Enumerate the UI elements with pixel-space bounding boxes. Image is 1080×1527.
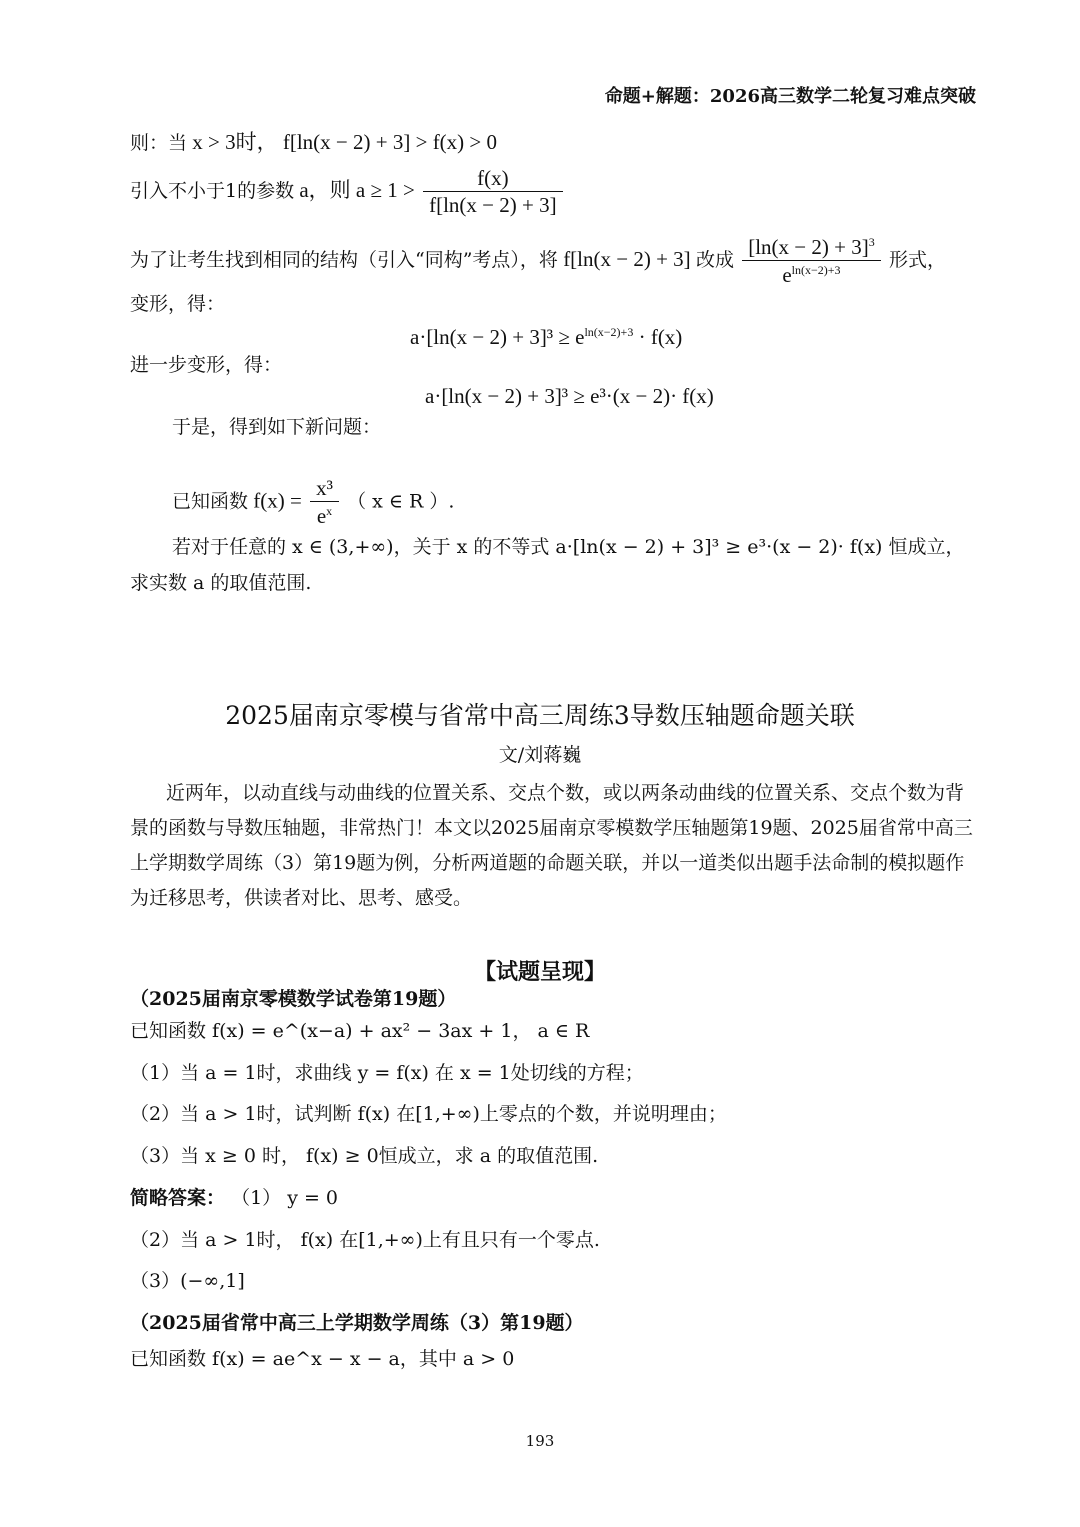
- line-structure: [130, 236, 946, 286]
- line-function: [172, 478, 454, 527]
- problem2-statement: 已知函数 f(x) = ae^x − x − a，其中 a > 0: [130, 1348, 515, 1370]
- exponent: x: [326, 504, 333, 518]
- problem1-question2: （2）当 a > 1时，试判断 f(x) 在[1,+∞)上零点的个数，并说明理由；: [130, 1103, 727, 1125]
- answer-line2: （2）当 a > 1时， f(x) 在[1,+∞)上有且只有一个零点.: [130, 1229, 600, 1251]
- fraction: [742, 236, 881, 286]
- line-parameter: [130, 168, 566, 216]
- fraction-numerator: f(x): [423, 168, 563, 192]
- line-transform: 变形，得：: [130, 293, 226, 315]
- exponent: ln(x−2)+3: [584, 325, 634, 339]
- equation-1: [410, 326, 682, 348]
- article-title: 2025届南京零模与省常中高三周练3导数压轴题命题关联: [225, 701, 855, 730]
- line-text: 已知函数: [172, 490, 249, 513]
- answer-label: 简略答案：: [130, 1187, 226, 1209]
- fraction-denominator: [742, 261, 881, 286]
- line-prefix: 则：当: [130, 132, 188, 154]
- answer-line1: [130, 1189, 338, 1208]
- problem1-question1: （1）当 a = 1时，求曲线 y = f(x) 在 x = 1处切线的方程；: [130, 1062, 644, 1084]
- line-text: 为了让考生找到相同的结构（引入“同构”考点），将: [130, 248, 558, 271]
- line-condition: [130, 132, 497, 153]
- problem1-question3: （3）当 x ≥ 0 时， f(x) ≥ 0恒成立，求 a 的取值范围.: [130, 1145, 599, 1167]
- exponent: 3: [868, 235, 875, 249]
- line-text: 改成: [695, 248, 734, 271]
- fraction: [310, 478, 339, 527]
- running-header: 命题+解题：2026高三数学二轮复习难点突破: [604, 86, 976, 107]
- denominator-base: e: [782, 263, 792, 287]
- intro-paragraph: 近两年，以动直线与动曲线的位置关系、交点个数，或以两条动曲线的位置关系、交点个数为背景的函数与导数压轴题，非常热门！本文以2025届南京零模数学压轴题第19题、2025届省常中高三上学期数学周练（3）第19题为例，分析两道题的命题关联，并以一道类似出题手法命制的模拟题作为迁移思考，供读者对比、思考、感受。: [130, 782, 973, 909]
- fraction-numerator: x³: [310, 478, 339, 502]
- article-author: 文/刘蒋巍: [498, 744, 582, 766]
- numerator-text: [ln(x − 2) + 3]: [748, 235, 869, 259]
- line-find-a: 求实数 a 的取值范围.: [130, 572, 312, 594]
- inline-math: f[ln(x − 2) + 3]: [563, 246, 691, 271]
- fraction: [423, 168, 563, 216]
- line-new-problem: 于是，得到如下新问题：: [172, 416, 382, 438]
- equation-2: a·[ln(x − 2) + 3]³ ≥ e³·(x − 2)· f(x): [425, 384, 714, 408]
- problem1-statement: 已知函数 f(x) = e^(x−a) + ax² − 3ax + 1， a ∈ R: [130, 1020, 590, 1042]
- equation-tail: · f(x): [638, 325, 683, 349]
- section-heading: 【试题呈现】: [473, 959, 606, 985]
- equation-body: a·[ln(x − 2) + 3]³ ≥ e: [410, 325, 585, 349]
- line-condition-any: 若对于任意的 x ∈ (3,+∞)，关于 x 的不等式 a·[ln(x − 2) + 3]³ ≥ e³·(x − 2)· f(x) 恒成立，: [172, 536, 965, 558]
- inline-math: f(x) =: [253, 488, 302, 513]
- page-number: 193: [525, 1432, 555, 1450]
- problem2-heading: （2025届省常中高三上学期数学周练（3）第19题）: [130, 1312, 584, 1334]
- line-tail: （ x ∈ R ）.: [347, 490, 455, 513]
- answer-1: （1） y = 0: [231, 1187, 339, 1209]
- denominator-base: e: [316, 504, 327, 528]
- answer-line3: （3）(−∞,1]: [130, 1270, 245, 1292]
- exponent: ln(x−2)+3: [791, 263, 841, 277]
- inline-math: a，则 a ≥ 1 >: [299, 177, 415, 202]
- fraction-denominator: [310, 502, 339, 527]
- fraction-numerator: [742, 236, 881, 261]
- line-further: 进一步变形，得：: [130, 354, 283, 376]
- fraction-denominator: f[ln(x − 2) + 3]: [429, 193, 557, 217]
- problem1-heading: （2025届南京零模数学试卷第19题）: [130, 988, 457, 1010]
- inline-math: x > 3时， f[ln(x − 2) + 3] > f(x) > 0: [192, 130, 498, 154]
- line-text: 引入不小于1的参数: [130, 179, 295, 202]
- line-text: 形式，: [888, 248, 946, 271]
